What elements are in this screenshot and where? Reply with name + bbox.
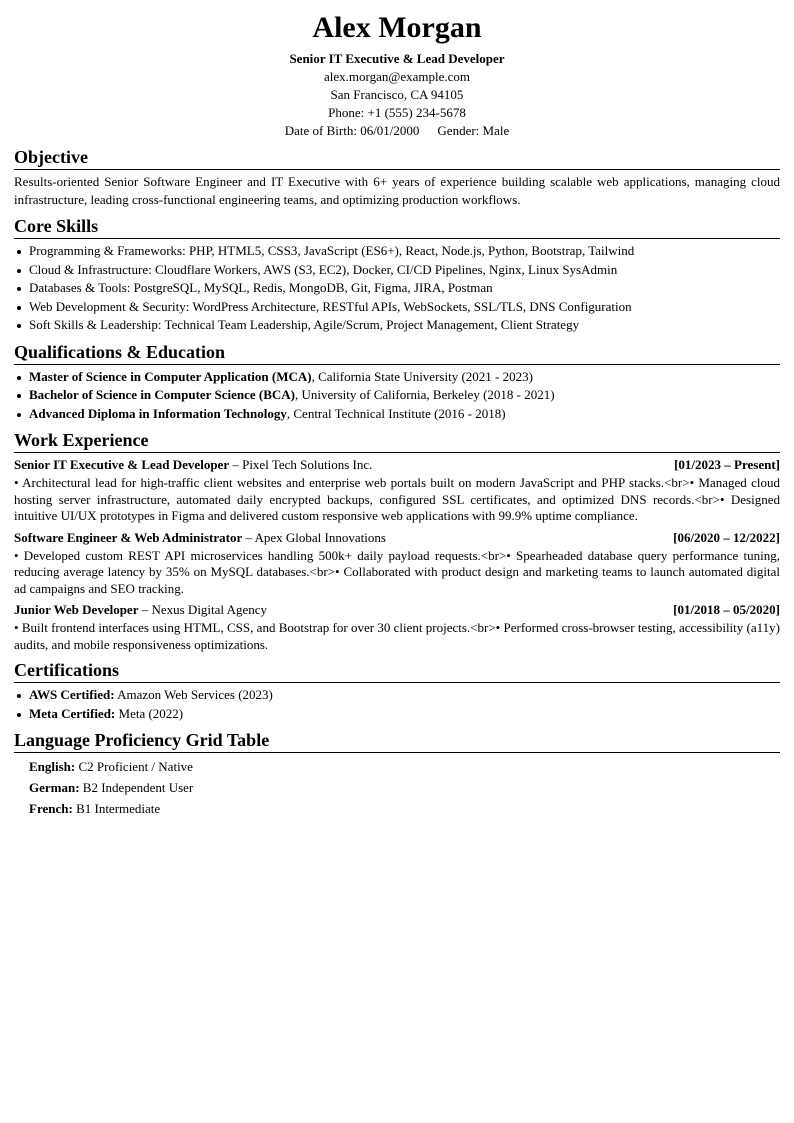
language-row <box>29 756 780 777</box>
degree-name: Advanced Diploma in Information Technology <box>29 405 287 421</box>
language-name: English: <box>29 759 76 774</box>
certifications-list <box>14 686 780 723</box>
job-company: – Apex Global Innovations <box>242 529 386 545</box>
job-dates: [01/2018 – 05/2020] <box>673 602 780 617</box>
job-header <box>14 601 780 619</box>
dob-text: Date of Birth: 06/01/2000 <box>284 123 420 138</box>
work-heading: Work Experience <box>14 429 780 453</box>
language-row <box>29 798 780 819</box>
education-section <box>14 341 780 424</box>
education-item <box>14 386 780 405</box>
job-description: • Built frontend interfaces using HTML, CSS, and Bootstrap for over 30 client projects.<br>• Performed cross-browser testing, accessibility (a11y) audits, and mobile responsiveness optimizations. <box>14 620 780 652</box>
language-level: B1 Intermediate <box>72 801 161 816</box>
language-name: French: <box>29 801 73 816</box>
job-header <box>14 456 780 474</box>
job-company: – Nexus Digital Agency <box>138 602 268 617</box>
degree-name: Master of Science in Computer Application (MCA) <box>29 368 312 384</box>
job-role: Software Engineer & Web Administrator <box>14 529 243 545</box>
work-section <box>14 429 780 653</box>
language-level: B2 Independent User <box>79 780 194 795</box>
candidate-title: Senior IT Executive & Lead Developer <box>289 51 505 66</box>
location-text: San Francisco, CA 94105 <box>330 87 464 102</box>
education-item <box>14 405 780 424</box>
job-entry <box>14 529 780 598</box>
certification-name: Meta Certified: <box>29 705 116 721</box>
certifications-section <box>14 659 780 723</box>
email-text: alex.morgan@example.com <box>323 69 470 84</box>
education-item <box>14 368 780 387</box>
languages-section <box>14 729 780 819</box>
job-description: • Architectural lead for high-traffic client websites and enterprise web portals built on modern JavaScript and PHP stacks.<br>• Managed cloud hosting server infrastructure, automated daily encrypted backups, configured SSL certificates, and optimized DNS records.<br>• Designed intuitive UI/UX prototypes in Figma and delivered custom responsive web applications with 99.9% uptime compliance. <box>14 475 780 523</box>
languages-list <box>14 756 780 819</box>
education-heading: Qualifications & Education <box>14 341 780 365</box>
skills-heading: Core Skills <box>14 215 780 239</box>
job-entry <box>14 456 780 525</box>
certification-issuer: Amazon Web Services (2023) <box>114 687 273 702</box>
language-name: German: <box>29 780 80 795</box>
gender-text: Gender: Male <box>437 123 510 138</box>
certification-name: AWS Certified: <box>29 687 115 702</box>
certifications-heading: Certifications <box>14 659 780 683</box>
candidate-name: Alex Morgan <box>312 11 482 44</box>
job-dates: [01/2023 – Present] <box>674 457 780 472</box>
language-row <box>29 777 780 798</box>
job-company: – Pixel Tech Solutions Inc. <box>229 457 373 472</box>
skill-item: Databases & Tools: PostgreSQL, MySQL, Redis, MongoDB, Git, Figma, JIRA, Postman <box>14 279 780 298</box>
skill-item: Soft Skills & Leadership: Technical Team Leadership, Agile/Scrum, Project Management, Client Strategy <box>14 316 780 335</box>
degree-institution: , University of California, Berkeley (2018 - 2021) <box>294 387 555 402</box>
dob-gender-line <box>14 122 780 140</box>
skills-list <box>14 242 780 335</box>
objective-section <box>14 146 780 209</box>
skills-section <box>14 215 780 335</box>
objective-text: Results-oriented Senior Software Engineer and IT Executive with 6+ years of experience building scalable web applications, managing cloud infrastructure, leading cross-functional engineering teams, and optimizing production workflows. <box>14 174 780 207</box>
certification-item <box>14 686 780 705</box>
resume-header <box>14 10 780 140</box>
degree-name: Bachelor of Science in Computer Science (BCA) <box>29 387 295 402</box>
phone-text: Phone: +1 (555) 234-5678 <box>328 105 466 120</box>
job-description: • Developed custom REST API microservices handling 500k+ daily payload requests.<br>• Spearheaded database query performance tuning, reducing average latency by 35% on MySQL databases.<br>• Collaborated with product design and marketing teams to launch automated digital ad campaigns and SEO tracking. <box>14 547 780 596</box>
degree-institution: , Central Technical Institute (2016 - 2018) <box>286 405 506 421</box>
language-level: C2 Proficient / Native <box>75 759 193 774</box>
skill-item: Web Development & Security: WordPress Architecture, RESTful APIs, WebSockets, SSL/TLS, DNS Configuration <box>14 298 780 317</box>
education-list <box>14 368 780 424</box>
languages-heading: Language Proficiency Grid Table <box>14 729 780 753</box>
certification-item <box>14 705 780 724</box>
job-role: Junior Web Developer <box>14 602 139 617</box>
objective-heading: Objective <box>14 146 780 170</box>
job-entry <box>14 601 780 653</box>
degree-institution: , California State University (2021 - 2023) <box>311 368 533 384</box>
skill-item: Programming & Frameworks: PHP, HTML5, CSS3, JavaScript (ES6+), React, Node.js, Python, Bootstrap, Tailwind <box>14 242 780 261</box>
job-role: Senior IT Executive & Lead Developer <box>14 457 230 472</box>
skill-item: Cloud & Infrastructure: Cloudflare Workers, AWS (S3, EC2), Docker, CI/CD Pipelines, Nginx, Linux SysAdmin <box>14 261 780 280</box>
certification-issuer: Meta (2022) <box>115 705 184 721</box>
job-dates: [06/2020 – 12/2022] <box>673 529 780 545</box>
job-header <box>14 529 780 547</box>
